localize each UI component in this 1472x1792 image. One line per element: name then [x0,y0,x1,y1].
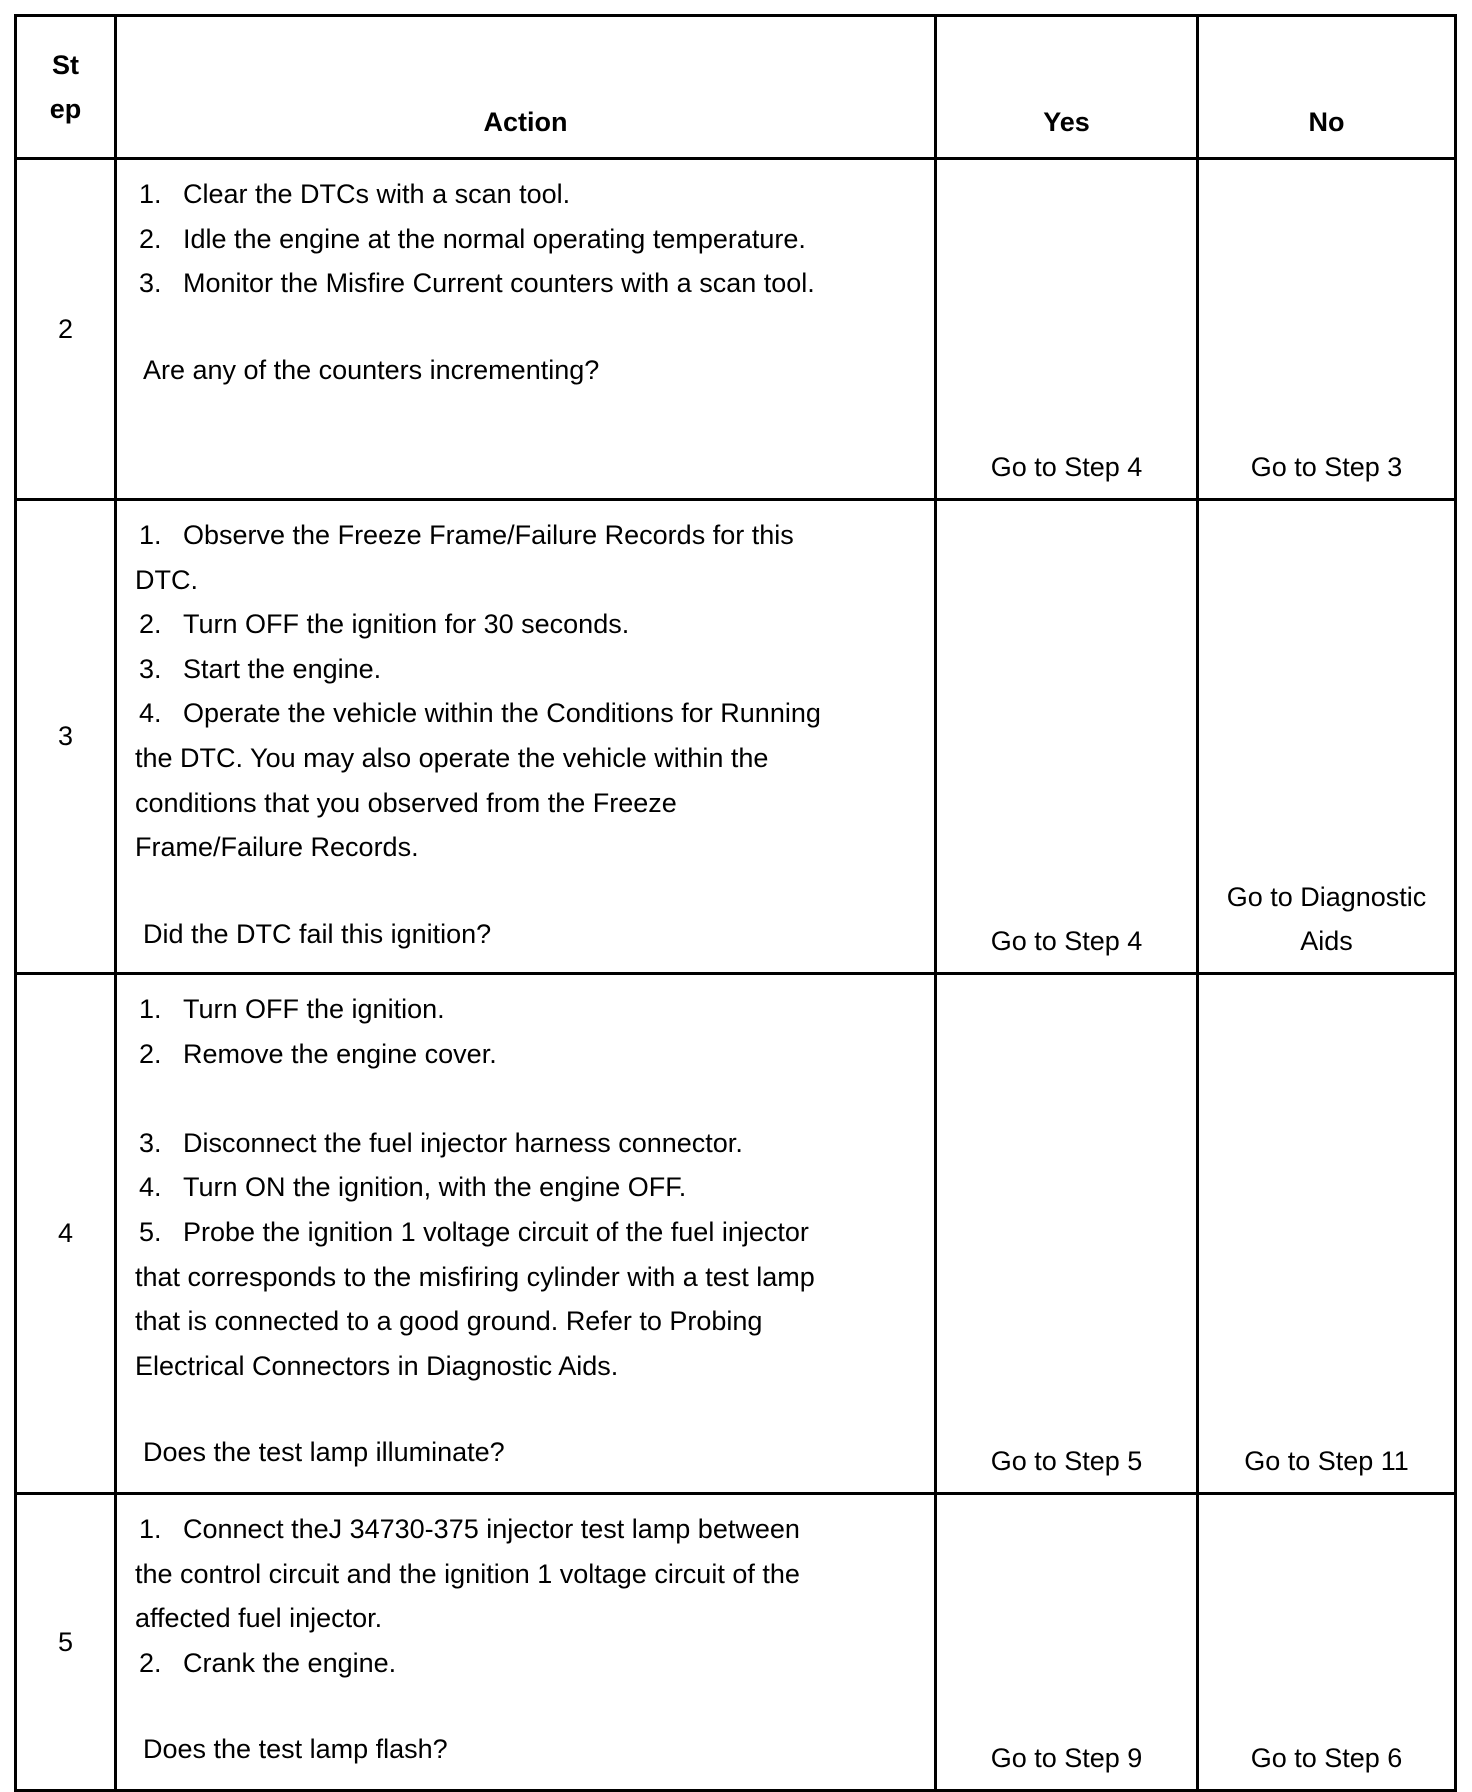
instruction-number: 1. [139,994,162,1024]
question: Are any of the counters incrementing? [143,354,600,385]
instruction-text: Probe the ignition 1 voltage circuit of the fuel injector that corresponds to the misfiring cylinder with a test lamp that is connected to a good ground. Refer to Probing Electrical Connectors in Diagnostic Aids. [135,1216,815,1381]
action-cell [116,159,936,500]
instruction [135,602,835,647]
instruction [135,1032,835,1077]
instruction [135,172,835,217]
instruction [135,1121,835,1166]
yes-result: Go to Step 4 [936,159,1198,500]
instruction [135,691,835,869]
instruction-number: 1. [139,520,162,550]
instruction-number: 1. [139,1514,162,1544]
spacer [135,1076,835,1121]
yes-result: Go to Step 9 [936,1494,1198,1791]
no-result [1198,159,1456,500]
instruction-text: Idle the engine at the normal operating temperature. [183,223,806,254]
instruction-text: Turn OFF the ignition for 30 seconds. [183,609,630,640]
instruction-text: Disconnect the fuel injector harness connector. [183,1127,743,1158]
no-result [1198,1494,1456,1791]
action-cell [116,974,936,1494]
header-yes: Yes [936,16,1198,159]
yes-result: Go to Step 4 [936,500,1198,974]
instruction [135,513,835,602]
instruction-text: Start the engine. [183,653,382,684]
instruction [135,217,835,262]
question: Does the test lamp flash? [143,1734,448,1765]
instruction-number: 3. [139,653,162,684]
instruction [135,1165,835,1210]
instruction-text: Monitor the Misfire Current counters with a scan tool. [183,268,815,299]
action-cell [116,1494,936,1791]
instruction-number: 3. [139,268,162,299]
header-step-label: St ep [49,49,82,124]
step-number: 3 [16,500,116,974]
no-result [1198,500,1456,974]
question: Did the DTC fail this ignition? [143,918,492,949]
header-action: Action [116,16,936,159]
instruction-number: 4. [139,1172,162,1203]
instruction-text: Clear the DTCs with a scan tool. [183,179,571,209]
no-result-text: Go to Step 6 [1250,1743,1403,1774]
instruction-text: Observe the Freeze Frame/Failure Records for this DTC. [135,520,794,595]
instruction-number: 2. [139,609,162,640]
instruction-number: 5. [139,1216,162,1247]
table-row [16,500,1456,974]
instruction-number: 4. [139,698,162,729]
table-row [16,1494,1456,1791]
instruction-number: 2. [139,1038,162,1069]
header-row [16,16,1456,159]
instruction [135,647,835,692]
instruction-number: 3. [139,1127,162,1158]
diagnostic-table [14,14,1457,1792]
instruction-text: Turn OFF the ignition. [183,994,445,1024]
no-result [1198,974,1456,1494]
instruction-text: Operate the vehicle within the Conditions for Running the DTC. You may also operate the vehicle within the conditions that you observed from the Freeze Frame/Failure Records. [135,698,821,863]
step-number: 4 [16,974,116,1494]
header-no: No [1198,16,1456,159]
instruction [135,1210,835,1388]
table-row [16,974,1456,1494]
instruction [135,1641,835,1686]
action-cell [116,500,936,974]
yes-result: Go to Step 5 [936,974,1198,1494]
instruction-text: Turn ON the ignition, with the engine OFF. [183,1172,687,1203]
question: Does the test lamp illuminate? [143,1437,505,1468]
header-step [16,16,116,159]
step-number: 2 [16,159,116,500]
instruction [135,1507,835,1641]
instruction-number: 2. [139,1647,162,1678]
no-result-text: Go to Step 11 [1244,1446,1409,1477]
instruction-text: Crank the engine. [183,1647,397,1678]
instruction [135,261,835,306]
table-row [16,159,1456,500]
no-result-text: Go to Diagnostic Aids [1226,881,1427,957]
instruction-text: Connect theJ 34730-375 injector test lamp between the control circuit and the ignition 1 voltage circuit of the affected fuel injector. [135,1514,800,1634]
instruction [135,987,835,1032]
instruction-text: Remove the engine cover. [183,1038,497,1069]
instruction-number: 1. [139,179,162,209]
step-number: 5 [16,1494,116,1791]
instruction-number: 2. [139,223,162,254]
no-result-text: Go to Step 3 [1250,452,1403,483]
